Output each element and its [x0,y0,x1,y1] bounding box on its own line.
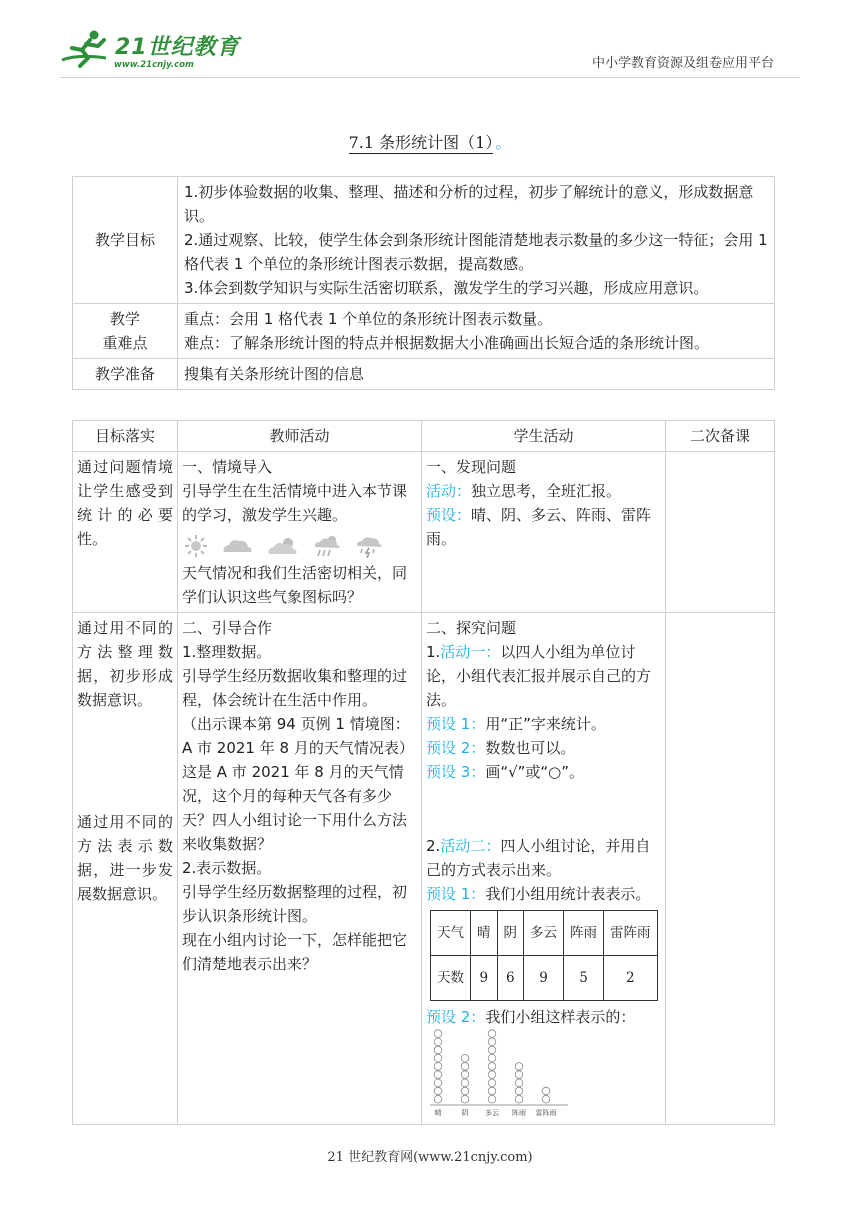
stat-value-cell: 9 [524,956,564,1001]
pictograph-circle [461,1054,469,1062]
weather-stat-table [430,910,658,1001]
explore-teacher-p5: 现在小组内讨论一下，怎样能把它们清楚地表示出来？ [182,931,408,973]
pictograph-circle [434,1046,442,1054]
intro-teacher-p2: 天气情况和我们生活密切相关，同学们认识这些气象图标吗？ [182,564,408,606]
stat-header-cell: 晴 [471,911,498,956]
act1-prefix: 1. [426,643,441,661]
header-teacher: 教师活动 [178,421,422,452]
pictograph-circle [434,1079,442,1087]
stat-value-cell: 2 [604,956,658,1001]
pictograph-circle [434,1063,442,1071]
prep-row [73,359,775,390]
plan-table [72,420,775,1125]
pictograph-circle [434,1038,442,1046]
explore-teacher [178,613,422,1125]
pictograph-category-label: 晴 [434,1109,442,1117]
stat-value-cell: 5 [564,956,604,1001]
plan-row-explore [73,613,775,1125]
pictograph-circle [434,1071,442,1079]
intro-student [422,452,666,613]
intro-teacher [178,452,422,613]
intro-revision [666,452,775,613]
keypoint-line-1: 重点：会用 1 格代表 1 个单位的条形统计图表示数量。 [184,310,553,328]
pictograph-circle [515,1095,523,1103]
prep-content: 搜集有关条形统计图的信息 [178,359,775,390]
preset-b1-text: 我们小组用统计表表示。 [485,885,651,903]
goal-line-3: 3.体会到数学知识与实际生活密切联系，激发学生的学习兴趣，形成应用意识。 [184,279,709,297]
keypoints-row [73,304,775,359]
preset-a2 [426,736,661,760]
preset-b2 [426,1005,661,1029]
explore-teacher-p2: （出示课本第 94 页例 1 情境图：A 市 2021 年 8 月的天气情况表） [182,715,414,757]
preset-a2-label: 预设 2： [426,739,486,757]
stat-value-cell: 6 [497,956,524,1001]
logo-brand: 21世纪教育 [115,35,240,60]
pictograph-category-label: 雷阵雨 [535,1109,557,1117]
explore-teacher-p3: 这是 A 市 2021 年 8 月的天气情况，这个月的每种天气各有多少天？四人小组讨论一下用什么方法来收集数据？ [182,763,408,853]
pictograph-circle [461,1071,469,1079]
header-student: 学生活动 [422,421,666,452]
preset-b1 [426,882,661,906]
stat-header-cell: 多云 [524,911,564,956]
pictograph-circle [515,1071,523,1079]
pictograph-circle [434,1030,442,1038]
pictograph-circle [461,1087,469,1095]
goals-label: 教学目标 [73,177,178,304]
explore-teacher-sub2: 2.表示数据。 [182,859,272,877]
goal-spacer [77,712,173,810]
goals-content [178,177,775,304]
act1-text: 以四人小组为单位讨论，小组代表汇报并展示自己的方法。 [426,643,652,709]
activity-two [426,834,661,882]
act2-label: 活动二： [440,837,501,855]
student-spacer [426,784,661,834]
preset-label: 预设： [426,506,472,524]
page-title [0,130,860,153]
keypoints-content [178,304,775,359]
goal-line-1: 1.初步体验数据的收集、整理、描述和分析的过程，初步了解统计的意义，形成数据意识。 [184,183,754,225]
stat-header-cell: 天气 [431,911,471,956]
preset-a2-text: 数数也可以。 [485,739,576,757]
stat-row-label: 天数 [431,956,471,1001]
act1-label: 活动一： [440,643,501,661]
activity-label: 活动： [426,482,472,500]
pictograph-circle [542,1095,550,1103]
stat-header-cell: 雷阵雨 [604,911,658,956]
intro-teacher-p1: 引导学生在生活情境中进入本节课的学习，激发学生兴趣。 [182,482,408,524]
keypoints-label-line1: 教学 [109,310,140,328]
sunny-icon [184,535,208,557]
plan-header-row [73,421,775,452]
site-logo[interactable] [60,28,240,74]
pictograph-circle [488,1038,496,1046]
activity-text: 独立思考，全班汇报。 [471,482,622,500]
explore-student-heading: 二、探究问题 [426,619,517,637]
explore-goal [73,613,178,1125]
stat-header-cell: 阴 [497,911,524,956]
shower-icon [312,534,342,558]
stat-header-cell: 阵雨 [564,911,604,956]
intro-student-heading: 一、发现问题 [426,458,517,476]
pictograph-category-label: 阴 [461,1109,469,1117]
pictograph-circle [515,1087,523,1095]
circle-pictograph [428,1029,578,1121]
header-divider [60,77,800,78]
preset-a1-label: 预设 1： [426,715,486,733]
thunderstorm-icon [354,534,384,558]
pictograph-circle [488,1054,496,1062]
platform-name: 中小学教育资源及组卷应用平台 [591,56,774,71]
pictograph-circle [461,1063,469,1071]
title-mark: 。 [495,133,512,152]
pictograph-circle [488,1095,496,1103]
pictograph-circle [515,1063,523,1071]
page-footer: 21 世纪教育网(www.21cnjy.com) [327,1150,533,1165]
explore-teacher-p4: 引导学生经历数据整理的过程，初步认识条形统计图。 [182,883,408,925]
explore-teacher-p1: 引导学生经历数据收集和整理的过程，体会统计在生活中作用。 [182,667,408,709]
pictograph-circle [461,1095,469,1103]
goals-row [73,177,775,304]
act2-text: 四人小组讨论，并用自己的方式表示出来。 [426,837,651,879]
keypoints-label-line2: 重难点 [102,334,148,352]
stat-header-row [431,911,658,956]
explore-goal-1: 通过用不同的方法整理数据，初步形成数据意识。 [77,619,173,709]
weather-icons [182,527,417,561]
plan-row-intro [73,452,775,613]
preset-b2-label: 预设 2： [426,1008,486,1026]
keypoint-line-2: 难点：了解条形统计图的特点并根据数据大小准确画出长短合适的条形统计图。 [184,334,710,352]
preset-text: 晴、阴、多云、阵雨、雷阵雨。 [426,506,652,548]
keypoints-label [73,304,178,359]
explore-goal-2: 通过用不同的方法表示数据，进一步发展数据意识。 [77,813,173,903]
explore-student [422,613,666,1125]
intro-teacher-heading: 一、情境导入 [182,458,273,476]
partly-cloudy-icon [266,535,300,557]
stat-value-cell: 9 [471,956,498,1001]
pictograph-circle [488,1030,496,1038]
pictograph-circle [488,1087,496,1095]
pictograph-circle [434,1087,442,1095]
pictograph-circle [461,1079,469,1087]
pictograph-category-label: 多云 [485,1109,499,1117]
pictograph-circle [542,1087,550,1095]
pictograph-category-label: 阵雨 [512,1109,526,1117]
logo-url: www.21cnjy.com [114,60,194,70]
header-goal: 目标落实 [73,421,178,452]
cloudy-icon [220,535,254,557]
pictograph-circle [434,1095,442,1103]
preset-a3-label: 预设 3： [426,763,486,781]
intro-goal: 通过问题情境让学生感受到统计的必要性。 [73,452,178,613]
explore-teacher-heading: 二、引导合作 [182,619,273,637]
preset-b2-text: 我们小组这样表示的： [485,1008,636,1026]
pictograph-circle [488,1063,496,1071]
explore-teacher-sub1: 1.整理数据。 [182,643,272,661]
prep-label: 教学准备 [73,359,178,390]
runner-logo-icon [60,28,120,74]
intro-activity [426,479,661,503]
pictograph-circle [488,1046,496,1054]
preset-a1-text: 用“正”字来统计。 [485,715,606,733]
pictograph-circle [515,1079,523,1087]
title-text: 7.1 条形统计图（1） [348,133,494,152]
preset-a3-text: 画“√”或“○”。 [485,763,585,781]
pictograph-circle [488,1071,496,1079]
goal-line-2: 2.通过观察、比较，使学生体会到条形统计图能清楚地表示数量的多少这一特征；会用 1 格代表 1 个单位的条形统计图表示数据，提高数感。 [184,231,768,273]
pictograph-circle [434,1054,442,1062]
overview-table [72,176,775,390]
header-revision: 二次备课 [666,421,775,452]
pictograph-circle [488,1079,496,1087]
activity-one [426,640,661,712]
act2-prefix: 2. [426,837,441,855]
intro-preset [426,503,661,551]
stat-value-row [431,956,658,1001]
preset-a3 [426,760,661,784]
explore-revision [666,613,775,1125]
preset-a1 [426,712,661,736]
preset-b1-label: 预设 1： [426,885,486,903]
